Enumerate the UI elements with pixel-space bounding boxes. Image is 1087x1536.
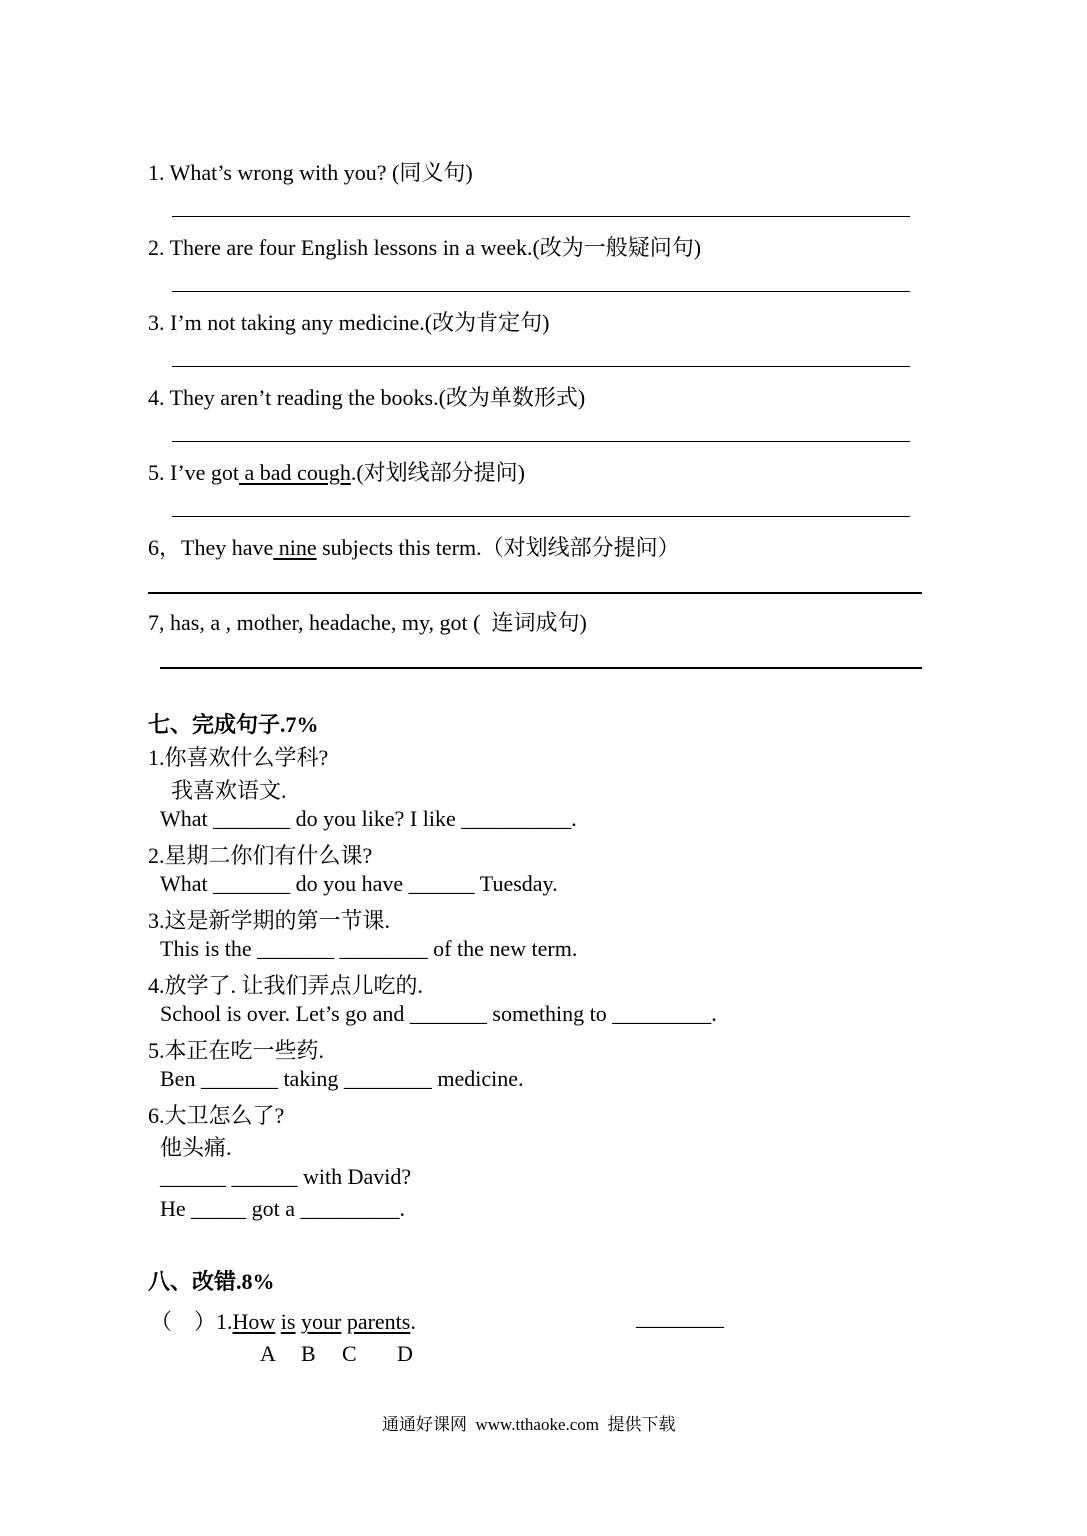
s7-line: 5.本正在吃一些药.: [148, 1038, 325, 1063]
s7-line: 我喜欢语文.: [160, 778, 287, 803]
q5-prefix: 5. I’ve got: [148, 460, 240, 485]
answer-line-7: [160, 667, 922, 669]
s8-letter-d: D: [397, 1341, 413, 1366]
footer-text: 通通好课网 www.tthaoke.com 提供下载: [382, 1415, 676, 1434]
rewrite-q2: 2. There are four English lessons in a week.(改为一般疑问句): [148, 235, 702, 260]
rewrite-q1: 1. What’s wrong with you? (同义句): [148, 160, 473, 185]
s7-line: 1.你喜欢什么学科?: [148, 745, 329, 770]
q6-underlined: nine: [273, 535, 317, 560]
s7-line: He _____ got a _________.: [160, 1196, 406, 1221]
answer-line-4: [172, 441, 910, 442]
rewrite-q5: [148, 456, 525, 487]
s8-letter-c: C: [342, 1341, 357, 1366]
answer-line-2: [172, 291, 910, 292]
s8-part-c: your: [300, 1309, 342, 1334]
answer-line-6: [148, 592, 922, 594]
section8-heading: 八、改错.8%: [148, 1269, 275, 1294]
section7-heading: 七、完成句子.7%: [148, 712, 319, 737]
s8-answer-blank: ________: [636, 1305, 724, 1330]
rewrite-q7: 7, has, a , mother, headache, my, got ( 连词成句): [148, 610, 587, 635]
s8-part-b: is: [280, 1309, 296, 1334]
s7-line: School is over. Let’s go and _______ something to _________.: [160, 1001, 717, 1026]
s8-end: .: [410, 1309, 416, 1334]
s8-part-d: parents: [346, 1309, 411, 1334]
s7-line: 6.大卫怎么了?: [148, 1103, 285, 1128]
s7-line: 3.这是新学期的第一节课.: [148, 908, 391, 933]
s7-line: 他头痛.: [160, 1135, 232, 1160]
answer-line-3: [172, 366, 910, 367]
s7-line: This is the _______ ________ of the new term.: [160, 936, 578, 961]
s7-line: Ben _______ taking ________ medicine.: [160, 1066, 524, 1091]
s8-item-1: [150, 1305, 416, 1336]
s8-bracket: （ ）: [150, 1309, 217, 1334]
q6-suffix: subjects this term.（对划线部分提问）: [316, 535, 680, 560]
q6-prefix: 6，They have: [148, 535, 274, 560]
q5-suffix: .(对划线部分提问): [350, 460, 525, 485]
rewrite-q3: 3. I’m not taking any medicine.(改为肯定句): [148, 310, 550, 335]
rewrite-q4: 4. They aren’t reading the books.(改为单数形式): [148, 385, 586, 410]
s7-line: ______ ______ with David?: [160, 1164, 412, 1189]
s8-letter-a: A: [260, 1341, 276, 1366]
s7-line: What _______ do you like? I like __________.: [160, 806, 577, 831]
s7-line: 4.放学了. 让我们弄点儿吃的.: [148, 973, 424, 998]
s7-line: What _______ do you have ______ Tuesday.: [160, 871, 558, 896]
q5-underlined: a bad cough: [239, 460, 351, 485]
s8-letter-b: B: [301, 1341, 316, 1366]
s8-part-a: How: [232, 1309, 276, 1334]
answer-line-1: [172, 216, 910, 217]
rewrite-q6: [148, 531, 680, 562]
s8-num: 1.: [216, 1309, 233, 1334]
answer-line-5: [172, 516, 910, 517]
s7-line: 2.星期二你们有什么课?: [148, 843, 373, 868]
